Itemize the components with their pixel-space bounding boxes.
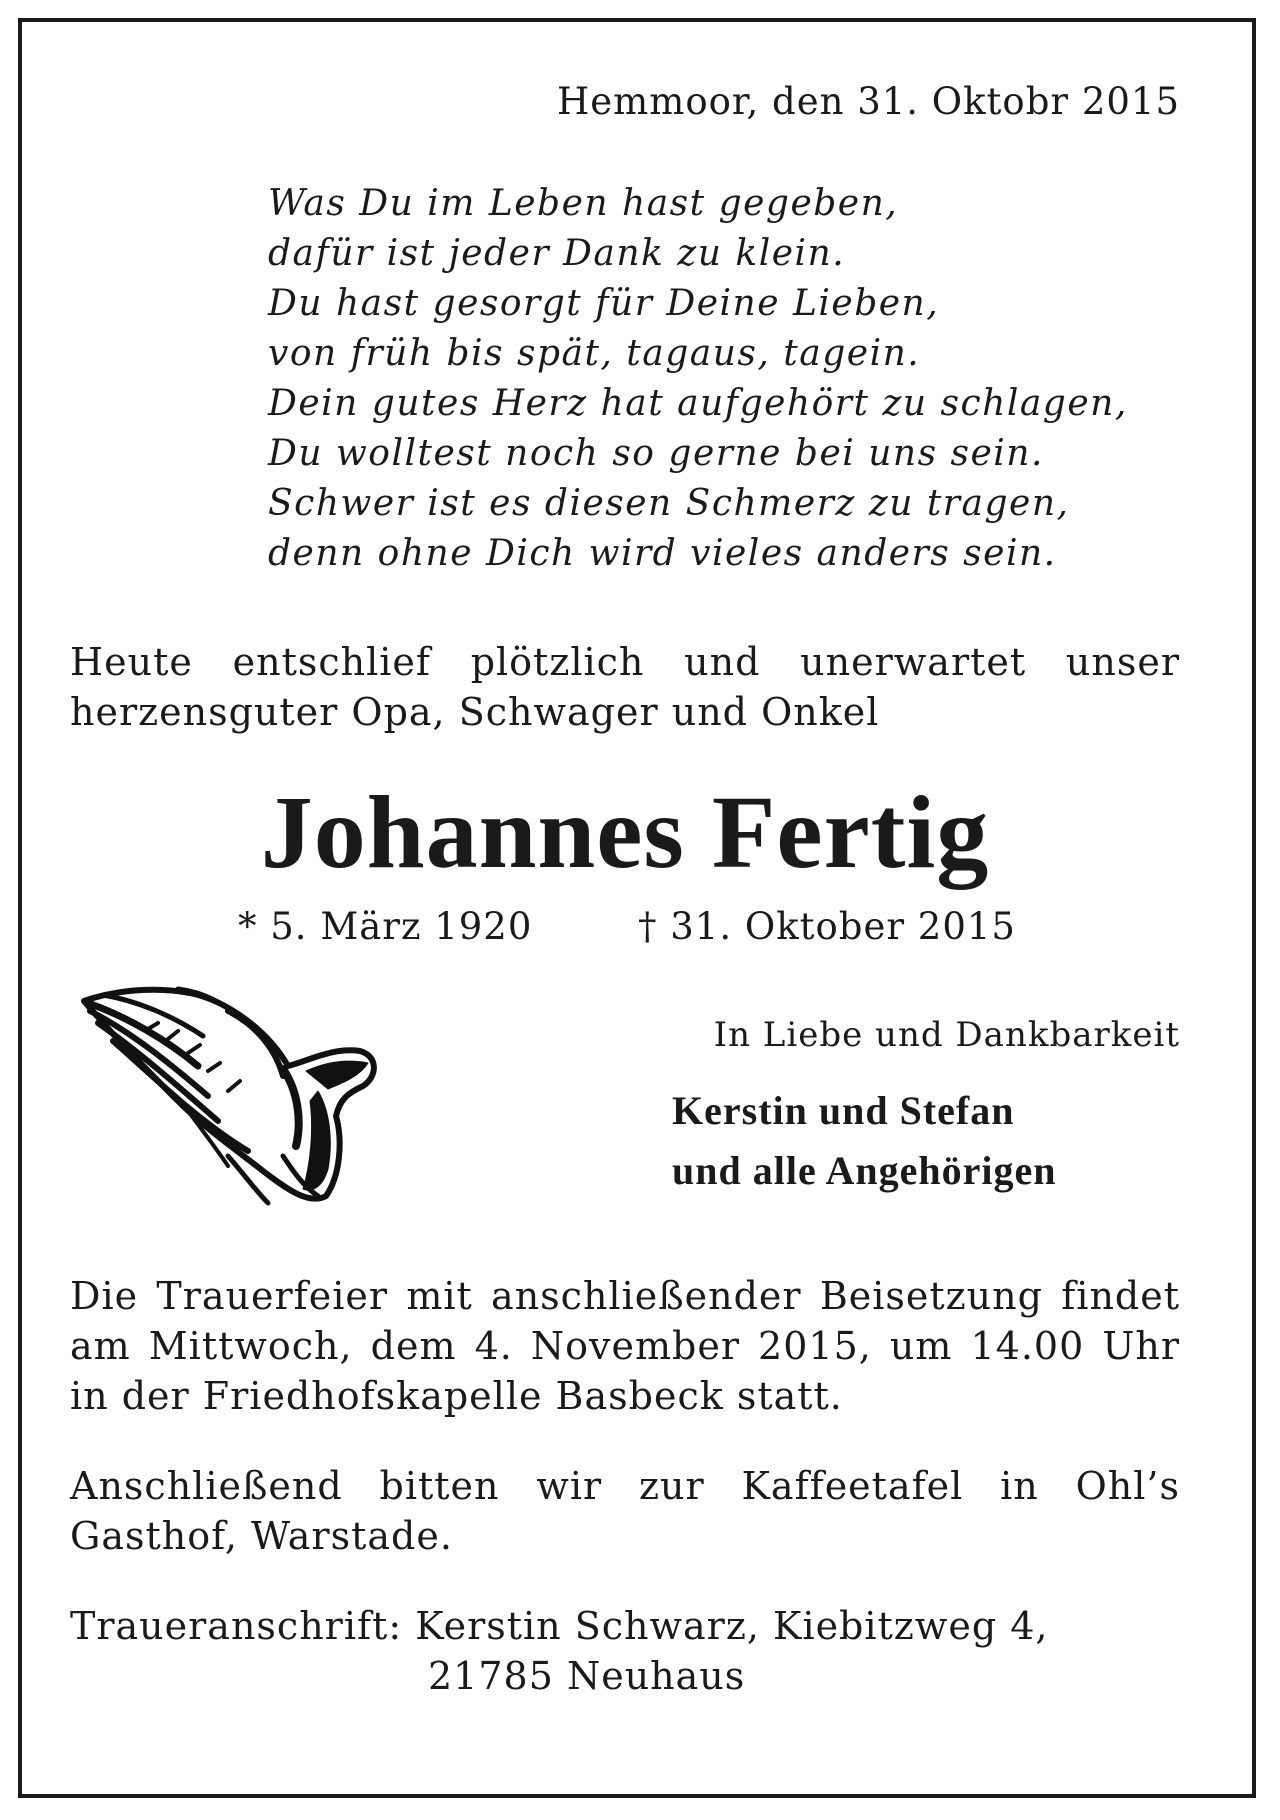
mourning-address: [70, 1601, 1180, 1701]
praying-hands-icon: [78, 981, 398, 1211]
poem: [268, 179, 1180, 579]
poem-line: Du wolltest noch so gerne bei uns sein.: [268, 433, 1044, 474]
dankbarkeit-line: In Liebe und Dankbarkeit: [713, 1015, 1180, 1055]
deceased-name: Johannes Fertig: [260, 775, 990, 890]
birth-date: * 5. März 1920: [238, 905, 533, 948]
coffee-text: Anschließend bitten wir zur Kaffeetafel in Ohl’s Gasthof, Warstade.: [70, 1464, 1180, 1558]
poem-line: von früh bis spät, tagaus, tagein.: [268, 333, 921, 374]
address-line: 21785 Neuhaus: [428, 1654, 746, 1698]
poem-line: Du hast gesorgt für Deine Lieben,: [268, 283, 940, 324]
ceremony-text: Die Trauerfeier mit anschließender Beisetzung findet am Mittwoch, dem 4. November 2015, um 14.00 Uhr in der Friedhofskapelle Basbeck statt.: [70, 1274, 1180, 1418]
intro-text: Heute entschlief plötzlich und unerwartet unser herzensguter Opa, Schwager und Onkel: [70, 640, 1180, 734]
poem-line: denn ohne Dich wird vieles anders sein.: [268, 533, 1057, 574]
family-line: und alle Angehörigen: [672, 1148, 1057, 1193]
poem-line: dafür ist jeder Dank zu klein.: [268, 233, 846, 274]
address-line: Traueranschrift: Kerstin Schwarz, Kiebitzweg 4,: [70, 1604, 1049, 1648]
obituary-notice: [70, 80, 1180, 1701]
family-signature: [672, 1081, 1057, 1201]
middle-section: [70, 971, 1180, 1271]
life-dates: [70, 899, 1180, 959]
poem-line: Schwer ist es diesen Schmerz zu tragen,: [268, 483, 1070, 524]
family-line: Kerstin und Stefan: [672, 1088, 1015, 1133]
poem-line: Was Du im Leben hast gegeben,: [268, 183, 899, 224]
death-date: † 31. Oktober 2015: [638, 905, 1016, 948]
date-line: Hemmoor, den 31. Oktobr 2015: [557, 80, 1180, 123]
poem-line: Dein gutes Herz hat aufgehört zu schlagen,: [268, 383, 1128, 424]
